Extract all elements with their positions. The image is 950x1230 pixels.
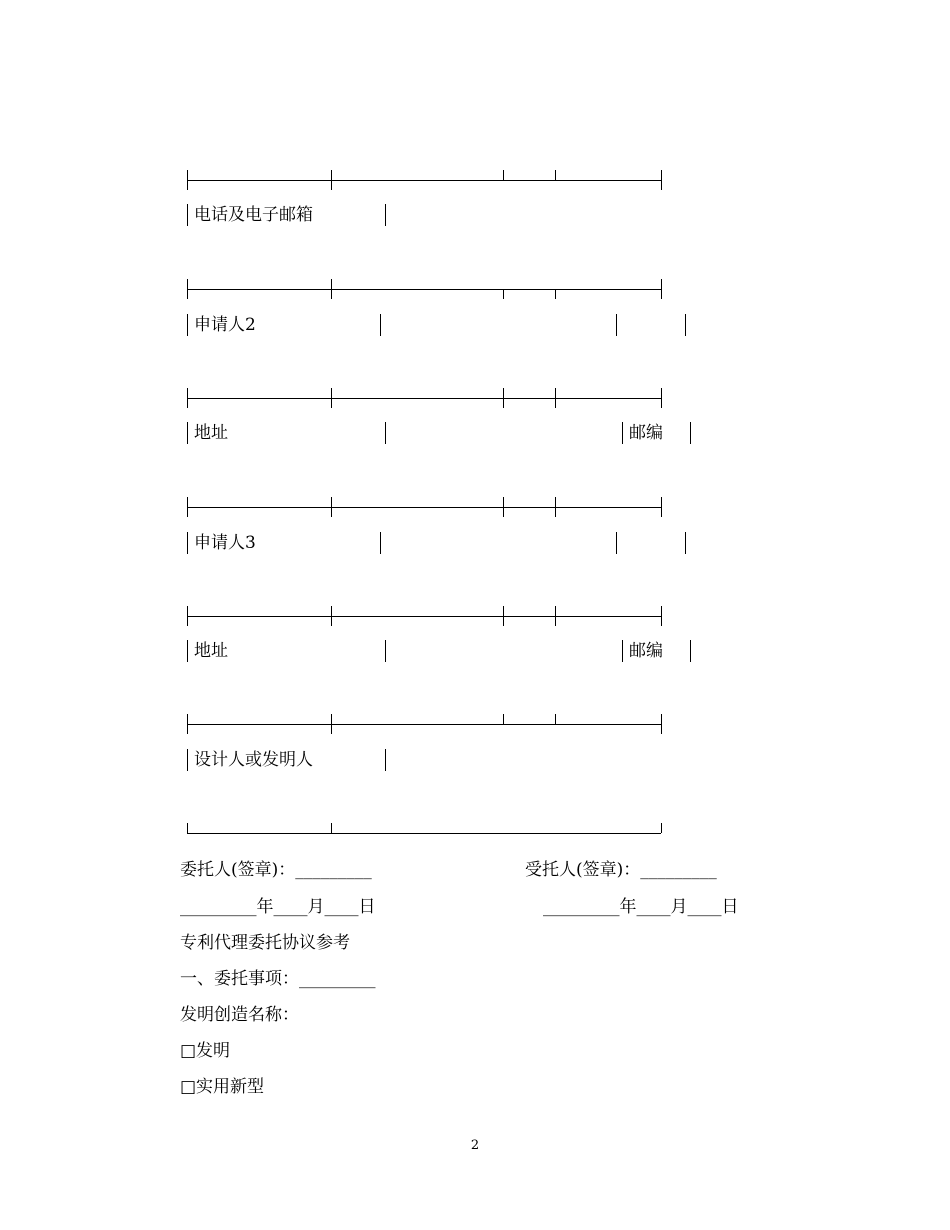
row-label: 电话及电子邮箱 <box>194 205 313 225</box>
row-label: 地址 <box>194 423 228 443</box>
page-number: 2 <box>470 1138 480 1153</box>
client-date: _________年____月____日 <box>180 897 376 917</box>
commission-item: 一、委托事项：_________ <box>180 969 376 989</box>
row-label: 地址 <box>194 641 228 661</box>
invention-name-label: 发明创造名称： <box>180 1005 299 1025</box>
section-heading: 专利代理委托协议参考 <box>180 933 350 953</box>
agent-date: _________年____月____日 <box>543 897 739 917</box>
client-signature: 委托人(签章)：_________ <box>180 860 372 880</box>
agent-signature: 受托人(签章)：_________ <box>525 860 717 880</box>
option-utility-model: □实用新型 <box>180 1077 265 1097</box>
row-label: 申请人3 <box>194 533 256 553</box>
row-label: 申请人2 <box>194 315 256 335</box>
postcode-label: 邮编 <box>629 423 663 443</box>
option-invention: □发明 <box>180 1041 231 1061</box>
postcode-label: 邮编 <box>629 641 663 661</box>
row-label: 设计人或发明人 <box>194 750 313 770</box>
